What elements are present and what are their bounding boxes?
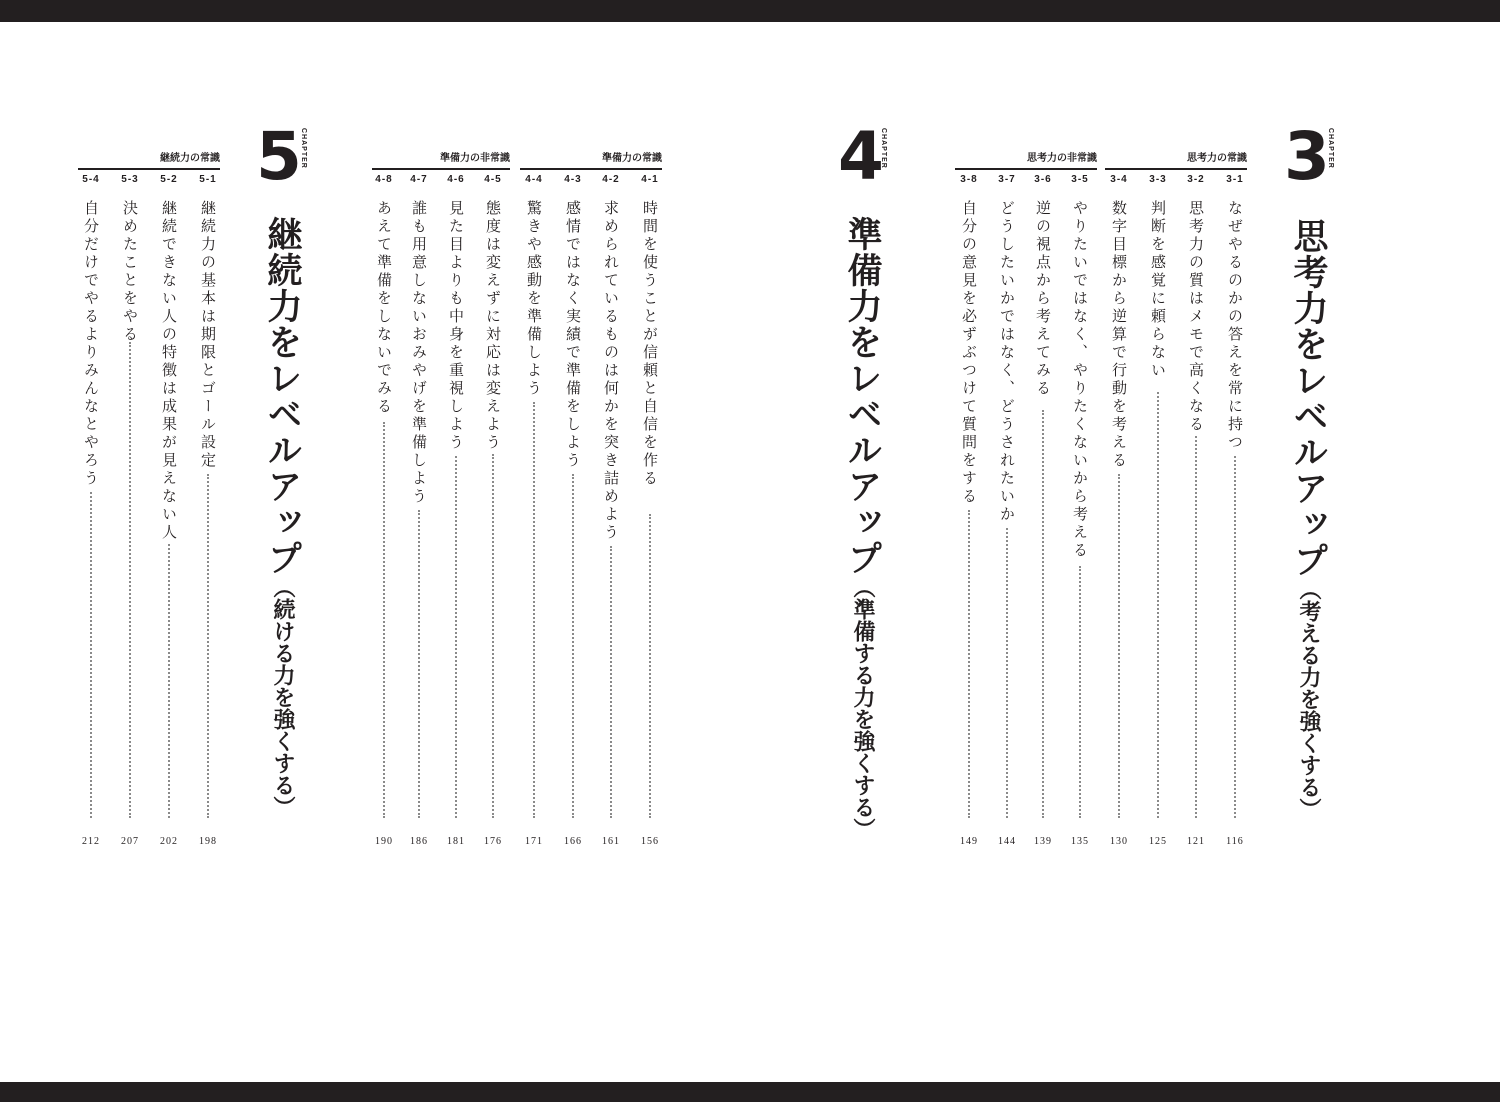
chapter-subtitle: （続ける力を強くする）: [270, 576, 295, 818]
page-number: 207: [121, 836, 139, 847]
page-number: 121: [1187, 836, 1205, 847]
item-title: やりたいではなく、やりたくないから考える: [1071, 200, 1089, 560]
chapter-number: 4: [838, 118, 882, 195]
toc-item[interactable]: [189, 174, 227, 848]
item-number: 4-2: [602, 174, 620, 185]
section-label: 思考力の非常識: [1027, 153, 1097, 164]
chapter-title: [262, 216, 302, 818]
page-number: 181: [447, 836, 465, 847]
chapter-title: [842, 216, 882, 840]
page-number: 149: [960, 836, 978, 847]
section-label: 準備力の非常識: [440, 153, 510, 164]
chapter-subtitle: （考える力を強くする）: [1296, 578, 1321, 820]
toc-item[interactable]: [950, 174, 988, 848]
chapter-subtitle: （準備する力を強くする）: [850, 576, 875, 840]
page-number: 198: [199, 836, 217, 847]
dot-leader: [207, 474, 209, 818]
toc-item[interactable]: [1139, 174, 1177, 848]
item-title: 継続できない人の特徴は成果が見えない人: [160, 200, 178, 542]
page-number: 139: [1034, 836, 1052, 847]
item-title: 驚きや感動を準備しよう: [525, 200, 543, 398]
item-number: 3-5: [1071, 174, 1089, 185]
toc-item[interactable]: [111, 174, 149, 848]
dot-leader: [1234, 456, 1236, 818]
item-number: 5-1: [199, 174, 217, 185]
dot-leader: [1157, 392, 1159, 818]
page-number: 202: [160, 836, 178, 847]
dot-leader: [1079, 566, 1081, 818]
section-label: 継続力の常識: [160, 153, 220, 164]
item-title: 決めたことをやる: [121, 200, 139, 344]
section-rule: [372, 168, 510, 170]
top-border: [0, 0, 1500, 22]
section-label: 思考力の常識: [1187, 153, 1247, 164]
dot-leader: [1195, 436, 1197, 818]
item-number: 4-1: [641, 174, 659, 185]
item-number: 3-2: [1187, 174, 1205, 185]
chapter-label: CHAPTER: [300, 128, 307, 169]
item-title: 自分だけでやるよりみんなとやろう: [82, 200, 100, 488]
dot-leader: [649, 514, 651, 818]
dot-leader: [383, 422, 385, 818]
dot-leader: [1006, 528, 1008, 818]
chapter-number: 3: [1284, 118, 1328, 195]
chapter-number: 5: [256, 118, 300, 195]
item-number: 4-3: [564, 174, 582, 185]
page-number: 156: [641, 836, 659, 847]
item-title: 継続力の基本は期限とゴール設定: [199, 200, 217, 470]
dot-leader: [1042, 410, 1044, 818]
toc-item[interactable]: [1100, 174, 1138, 848]
bottom-border: [0, 1082, 1500, 1102]
page-number: 130: [1110, 836, 1128, 847]
item-title: 誰も用意しないおみやげを準備しよう: [410, 200, 428, 506]
chapter-title: [1288, 218, 1328, 820]
page-number: 212: [82, 836, 100, 847]
item-title: 判断を感覚に頼らない: [1149, 200, 1167, 380]
toc-item[interactable]: [592, 174, 630, 848]
chapter-label: CHAPTER: [880, 128, 887, 169]
section-rule: [955, 168, 1097, 170]
section-rule: [78, 168, 220, 170]
page-number: 186: [410, 836, 428, 847]
item-title: 感情ではなく実績で準備をしよう: [564, 200, 582, 470]
section-label: 準備力の常識: [602, 153, 662, 164]
item-number: 3-6: [1034, 174, 1052, 185]
toc-item[interactable]: [1061, 174, 1099, 848]
item-title: 求められているものは何かを突き詰めよう: [602, 200, 620, 542]
item-number: 5-3: [121, 174, 139, 185]
toc-item[interactable]: [631, 174, 669, 848]
toc-item[interactable]: [150, 174, 188, 848]
page-number: 125: [1149, 836, 1167, 847]
dot-leader: [418, 510, 420, 818]
page-number: 161: [602, 836, 620, 847]
item-number: 4-8: [375, 174, 393, 185]
item-title: 時間を使うことが信頼と自信を作る: [641, 200, 659, 488]
item-title: どうしたいかではなく、どうされたいか: [998, 200, 1016, 524]
item-number: 3-3: [1149, 174, 1167, 185]
chapter-title-main: 準備力をレベルアップ: [842, 216, 882, 576]
dot-leader: [168, 544, 170, 818]
item-title: あえて準備をしないでみる: [375, 200, 393, 416]
dot-leader: [90, 492, 92, 818]
chapter-title-main: 思考力をレベルアップ: [1288, 218, 1328, 578]
item-title: 態度は変えずに対応は変えよう: [484, 200, 502, 452]
item-number: 4-6: [447, 174, 465, 185]
item-number: 4-7: [410, 174, 428, 185]
item-number: 4-5: [484, 174, 502, 185]
page-number: 190: [375, 836, 393, 847]
page-number: 116: [1226, 836, 1244, 847]
item-title: 逆の視点から考えてみる: [1034, 200, 1052, 398]
item-number: 3-4: [1110, 174, 1128, 185]
page-number: 176: [484, 836, 502, 847]
section-rule: [520, 168, 662, 170]
item-number: 3-1: [1226, 174, 1244, 185]
page-number: 135: [1071, 836, 1089, 847]
dot-leader: [1118, 474, 1120, 818]
dot-leader: [129, 342, 131, 818]
toc-item[interactable]: [554, 174, 592, 848]
dot-leader: [455, 456, 457, 818]
dot-leader: [533, 402, 535, 818]
page-number: 171: [525, 836, 543, 847]
item-number: 3-7: [998, 174, 1016, 185]
toc-item[interactable]: [1024, 174, 1062, 848]
toc-item[interactable]: [400, 174, 438, 848]
item-number: 3-8: [960, 174, 978, 185]
item-number: 5-4: [82, 174, 100, 185]
dot-leader: [968, 510, 970, 818]
toc-item[interactable]: [72, 174, 110, 848]
toc-item[interactable]: [437, 174, 475, 848]
toc-item[interactable]: [515, 174, 553, 848]
item-number: 5-2: [160, 174, 178, 185]
section-rule: [1105, 168, 1247, 170]
toc-item[interactable]: [1216, 174, 1254, 848]
item-title: 見た目よりも中身を重視しよう: [447, 200, 465, 452]
toc-item[interactable]: [365, 174, 403, 848]
chapter-label: CHAPTER: [1327, 128, 1334, 169]
toc-item[interactable]: [474, 174, 512, 848]
toc-item[interactable]: [988, 174, 1026, 848]
dot-leader: [572, 474, 574, 818]
item-number: 4-4: [525, 174, 543, 185]
dot-leader: [610, 546, 612, 818]
chapter-title-main: 継続力をレベルアップ: [262, 216, 302, 576]
dot-leader: [492, 454, 494, 818]
item-title: 自分の意見を必ずぶつけて質問をする: [960, 200, 978, 506]
item-title: なぜやるのかの答えを常に持つ: [1226, 200, 1244, 452]
item-title: 思考力の質はメモで高くなる: [1187, 200, 1205, 434]
toc-item[interactable]: [1177, 174, 1215, 848]
item-title: 数字目標から逆算で行動を考える: [1110, 200, 1128, 470]
page-number: 144: [998, 836, 1016, 847]
page-number: 166: [564, 836, 582, 847]
